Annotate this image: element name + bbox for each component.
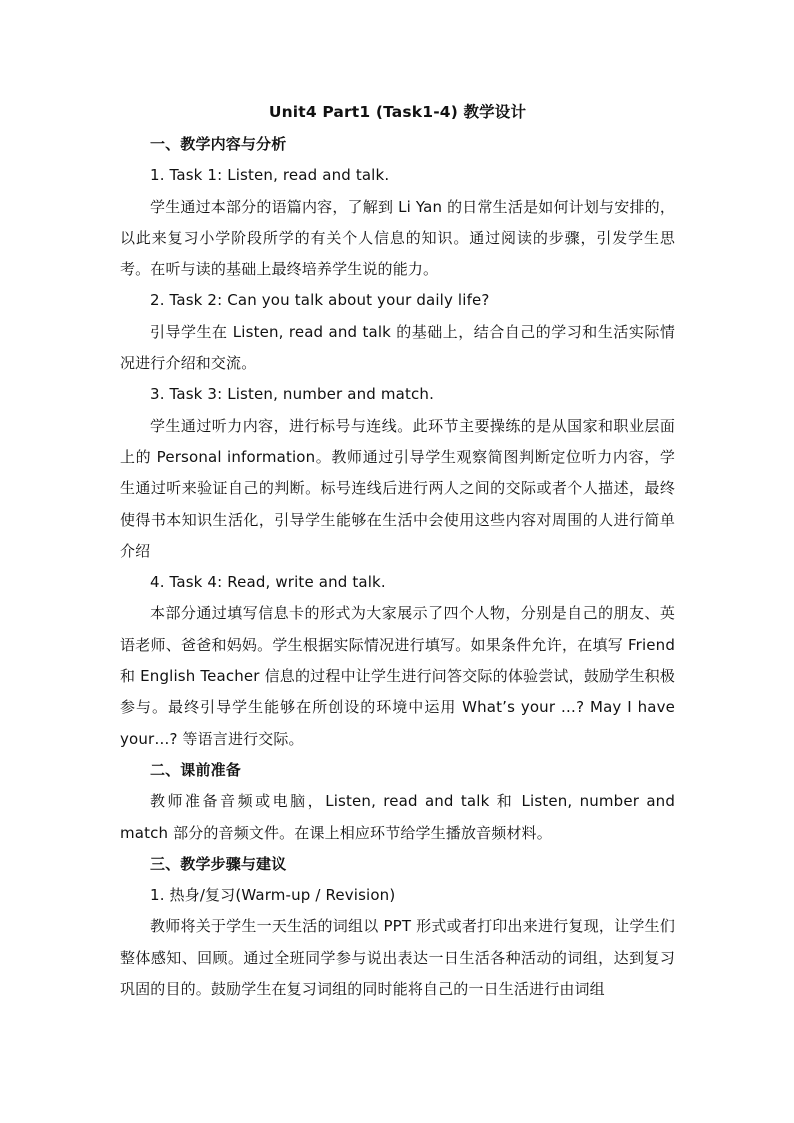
task2-paragraph: 引导学生在 Listen, read and talk 的基础上，结合自己的学习和生活实际情况进行介绍和交流。 (120, 322, 675, 373)
document-body (120, 100, 675, 1005)
step1-paragraph: 教师将关于学生一天生活的词组以 PPT 形式或者打印出来进行复现，让学生们整体感知、回顾。通过全班同学参与说出表达一日生活各种活动的词组，达到复习巩固的目的。鼓励学生在复习词组的同时能将自己的一日生活进行由词组 (120, 917, 675, 999)
preparation-paragraph: 教师准备音频或电脑，Listen, read and talk 和 Listen, number and match 部分的音频文件。在课上相应环节给学生播放音频材料。 (120, 792, 675, 842)
task3-paragraph: 学生通过听力内容，进行标号与连线。此环节主要操练的是从国家和职业层面上的 Personal information。教师通过引导学生观察简图判断定位听力内容，学生通过听来验证自己的判断。标号连线后进行两人之间的交际或者个人描述，最终使得书本知识生活化，引导学生能够在生活中会使用这些内容对周围的人进行简单介绍 (120, 416, 675, 560)
task3-title: 3. Task 3: Listen, number and match. (150, 385, 434, 404)
task4-paragraph: 本部分通过填写信息卡的形式为大家展示了四个人物，分别是自己的朋友、英语老师、爸爸和妈妈。学生根据实际情况进行填写。如果条件允许，在填写 Friend 和 English Teacher 信息的过程中让学生进行问答交际的体验尝试，鼓励学生积极参与。最终引导学生能够在所创设的环境中运用 What’s your …? May I have your…? 等语言进行交际。 (120, 604, 675, 748)
task1-paragraph: 学生通过本部分的语篇内容，了解到 Li Yan 的日常生活是如何计划与安排的，以此来复习小学阶段所学的有关个人信息的知识。通过阅读的步骤，引发学生思考。在听与读的基础上最终培养学生说的能力。 (120, 197, 675, 279)
section-heading-teaching-steps: 三、教学步骤与建议 (150, 854, 287, 873)
section-heading-content-analysis: 一、教学内容与分析 (150, 135, 287, 153)
task4-title: 4. Task 4: Read, write and talk. (150, 573, 386, 592)
task1-title: 1. Task 1: Listen, read and talk. (150, 166, 390, 185)
section-heading-preparation: 二、课前准备 (150, 760, 241, 779)
document-title: Unit4 Part1 (Task1-4) 教学设计 (268, 103, 527, 121)
task2-title: 2. Task 2: Can you talk about your daily life? (150, 291, 490, 310)
step1-title: 1. 热身/复习(Warm-up / Revision) (150, 886, 396, 905)
